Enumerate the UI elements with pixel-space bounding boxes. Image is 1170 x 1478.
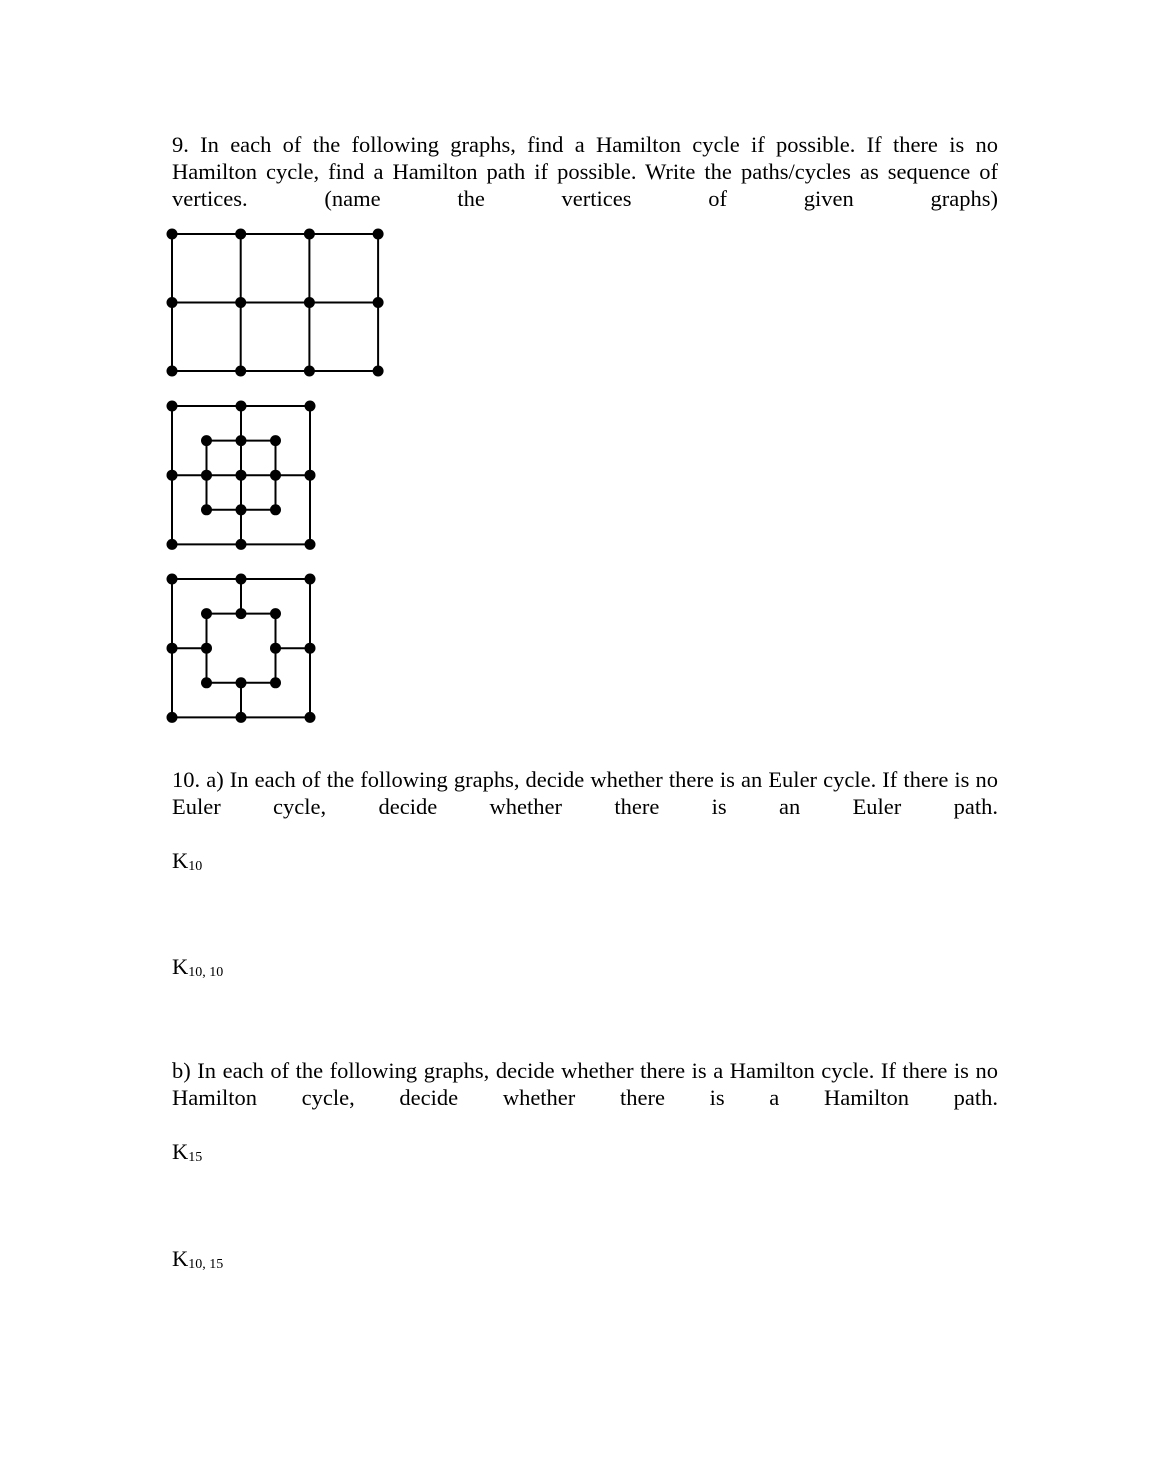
graph-vertex <box>236 435 247 446</box>
graph-vertex <box>305 712 316 723</box>
graph-vertex <box>373 297 384 308</box>
graph-vertex <box>305 401 316 412</box>
graph-vertex <box>167 539 178 550</box>
graph-vertex <box>167 297 178 308</box>
graph-vertex <box>270 435 281 446</box>
graph-vertex <box>236 539 247 550</box>
graph-vertex <box>235 229 246 240</box>
question-10a-text: 10. a) In each of the following graphs, decide whether there is an Euler cycle. If there is no Euler cycle, decide whether there is an Euler path. <box>172 767 998 819</box>
graph-vertex <box>236 470 247 481</box>
graph-vertex <box>201 643 212 654</box>
graph-vertex <box>236 504 247 515</box>
graph-vertex <box>373 366 384 377</box>
graph-vertex <box>305 643 316 654</box>
graph-vertex <box>305 539 316 550</box>
graph-vertex <box>236 608 247 619</box>
graph-vertex <box>305 470 316 481</box>
graph-vertex <box>167 470 178 481</box>
graph-label-k10-15 <box>172 1245 223 1272</box>
graph-vertex <box>201 435 212 446</box>
label-base: K <box>172 1246 189 1271</box>
graph-vertex <box>373 229 384 240</box>
graph-vertex <box>167 643 178 654</box>
graph-vertex <box>167 401 178 412</box>
graph-label-k10 <box>172 847 202 874</box>
graph-vertex <box>201 608 212 619</box>
graph-vertex <box>167 574 178 585</box>
graph-vertex <box>270 643 281 654</box>
graph-vertex <box>270 608 281 619</box>
graph-vertex <box>305 574 316 585</box>
graph-label-k10-10 <box>172 953 223 980</box>
label-base: K <box>172 954 189 979</box>
graph-vertex <box>167 229 178 240</box>
graph-vertex <box>236 401 247 412</box>
graph-vertex <box>304 229 315 240</box>
graph-vertex <box>304 366 315 377</box>
graph-vertex <box>201 677 212 688</box>
graph-vertex <box>270 504 281 515</box>
label-subscript: 10, 15 <box>188 1257 224 1272</box>
graph-vertex <box>270 470 281 481</box>
graph-vertex <box>236 677 247 688</box>
label-base: K <box>172 1139 189 1164</box>
label-subscript: 10 <box>188 859 203 874</box>
graph-label-k15 <box>172 1138 202 1165</box>
question-9-text: 9. In each of the following graphs, find a Hamilton cycle if possible. If there is no Hamilton cycle, find a Hamilton path if possible. Write the paths/cycles as sequence of vertices. (name the vertices of given graphs) <box>172 132 998 211</box>
graph-vertex <box>235 297 246 308</box>
label-subscript: 15 <box>188 1150 203 1165</box>
graph-nested-squares-ring <box>167 574 316 723</box>
graph-vertex <box>167 366 178 377</box>
graph-grid-3x4 <box>167 229 384 377</box>
graph-vertex <box>201 470 212 481</box>
graph-vertex <box>304 297 315 308</box>
graph-vertex <box>236 712 247 723</box>
graph-vertex <box>201 504 212 515</box>
graph-vertex <box>167 712 178 723</box>
graph-vertex <box>270 677 281 688</box>
label-subscript: 10, 10 <box>188 965 224 980</box>
graph-nested-squares-grid <box>167 401 316 550</box>
graph-vertex <box>235 366 246 377</box>
question-10b-text: b) In each of the following graphs, decide whether there is a Hamilton cycle. If there is no Hamilton cycle, decide whether there is a Hamilton path. <box>172 1058 998 1110</box>
graph-vertex <box>236 574 247 585</box>
label-base: K <box>172 848 189 873</box>
